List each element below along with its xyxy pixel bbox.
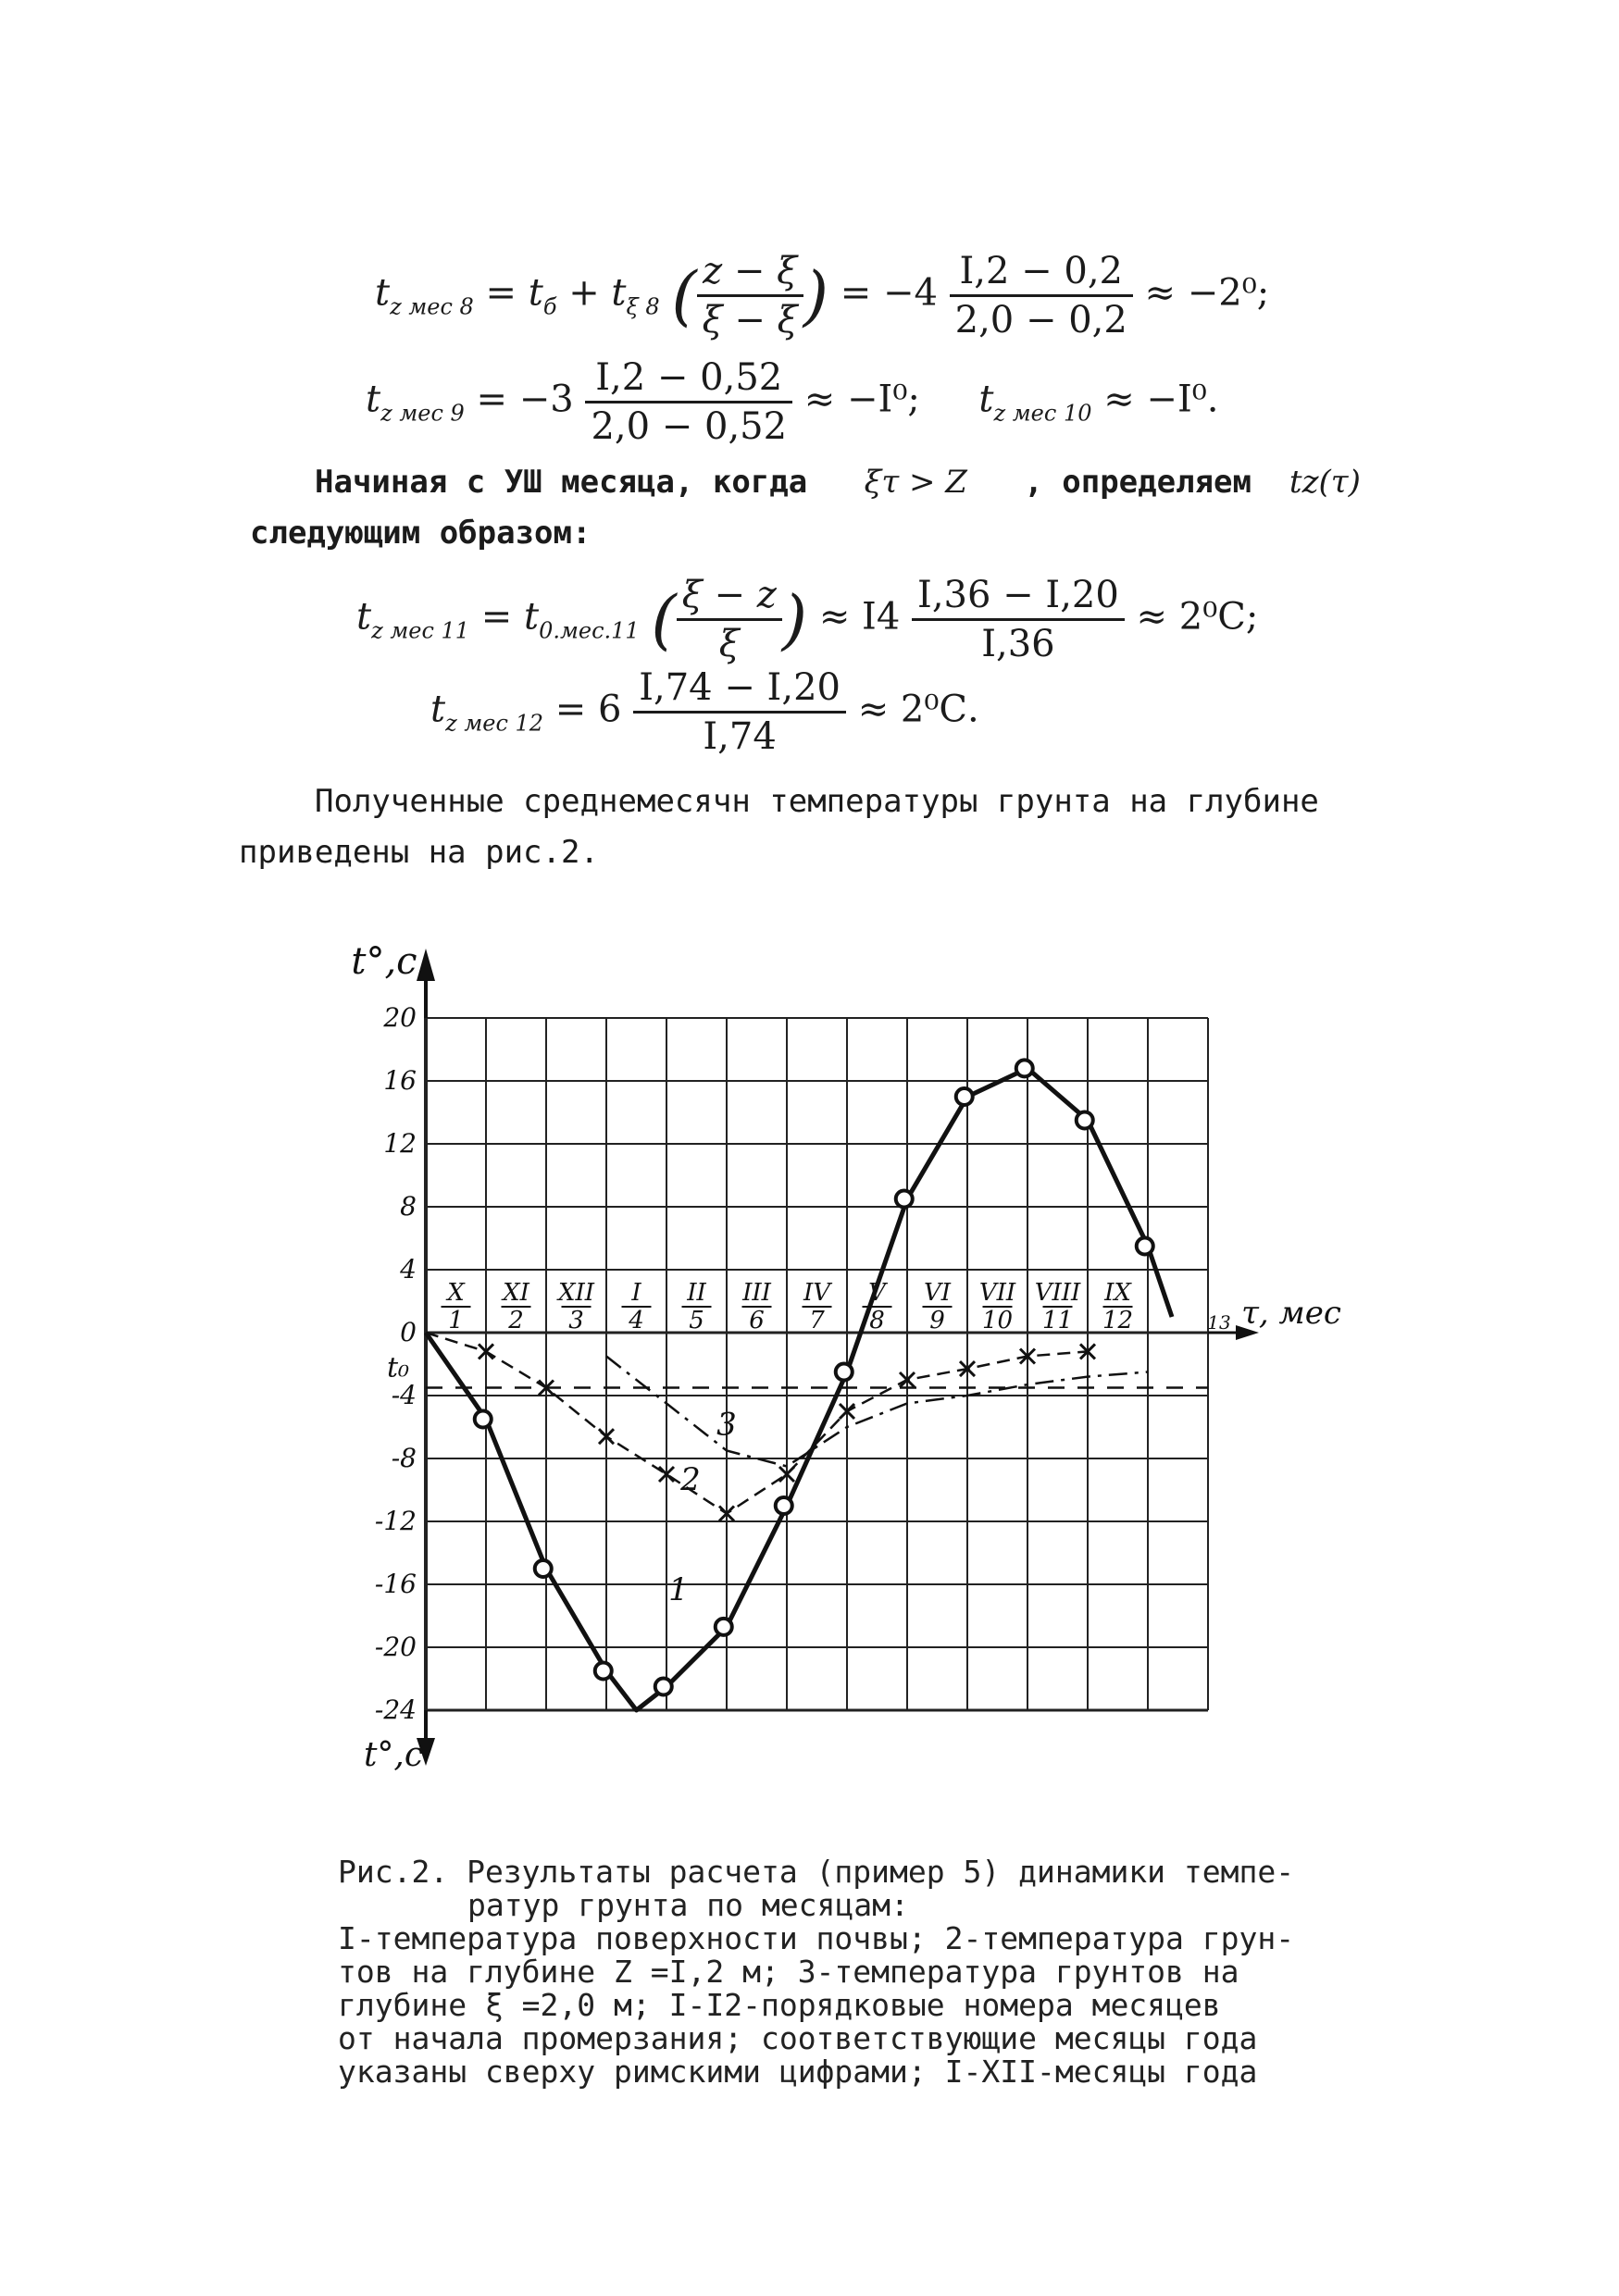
equation-2: $t_{z мес 9} = -3$ $\frac{I,2 - 0,52}{2,0 - 0,52}$ ≈ −I⁰; $t_{z мес 10} \approx -I^0$. (366, 356, 1219, 448)
month-number-label: 11 (1041, 1307, 1074, 1334)
series-1-point (836, 1364, 853, 1381)
x-tick-label-13: 13 (1207, 1311, 1231, 1334)
y-tick-label: 8 (400, 1191, 417, 1222)
figure-caption (338, 1855, 1294, 2089)
y-tick-label: -12 (374, 1506, 417, 1536)
y-tick-label: -20 (374, 1632, 417, 1662)
roman-month-label: IV (803, 1279, 831, 1307)
series-1-point (1077, 1112, 1093, 1129)
series-1-point (716, 1619, 732, 1635)
paragraph-1-line-2: следующим образом: (250, 515, 592, 552)
paragraph-1: Начиная с УШ месяца, когда ξτ > Z , определяем tz(τ) (315, 464, 1361, 501)
series-1-point (655, 1679, 672, 1695)
t0-label: t₀ (386, 1351, 410, 1384)
roman-month-label: III (742, 1279, 771, 1307)
roman-month-label: XII (557, 1279, 595, 1307)
month-number-label: 5 (689, 1307, 704, 1334)
series-1-point (1016, 1060, 1033, 1076)
caption-line-1: Рис.2. Результаты расчета (пример 5) динамики темпе- (338, 1854, 1295, 1890)
x-axis-label: τ, мес (1241, 1295, 1341, 1332)
series-1-point (595, 1663, 612, 1680)
month-number-label: 3 (568, 1307, 584, 1334)
roman-month-label: VI (923, 1279, 952, 1307)
roman-month-label: VIII (1034, 1279, 1081, 1307)
y-tick-label: -16 (374, 1569, 417, 1599)
caption-line-4: тов на глубине Z =I,2 м; 3-температура грунтов на (338, 1954, 1239, 1990)
series-2-line (426, 1333, 1088, 1514)
y-tick-label: -8 (391, 1443, 417, 1473)
y-tick-label: 0 (400, 1317, 417, 1347)
series-3-line (606, 1357, 1148, 1467)
roman-month-label: IX (1104, 1279, 1131, 1307)
month-number-label: 2 (508, 1307, 524, 1334)
month-number-label: 8 (869, 1307, 885, 1334)
month-number-label: 9 (929, 1307, 945, 1334)
roman-month-label: I (631, 1279, 641, 1307)
series-1-point (776, 1497, 792, 1514)
caption-line-7: указаны сверху римскими цифрами; I-XII-месяцы года (338, 2054, 1258, 2090)
roman-month-label: II (687, 1279, 706, 1307)
series-1-line (426, 1068, 1172, 1710)
month-number-label: 1 (448, 1307, 464, 1334)
roman-month-label: X (447, 1279, 465, 1307)
equation-3: $t_{z мес 11} = t_{0.мес.11}$ ( $\frac{\xi - z}{\xi}$ ) ≈ I4 $\frac{I,36 - I,20}{I,36}$ ≈ 2⁰С; (356, 574, 1259, 665)
y-tick-label: 16 (383, 1065, 417, 1096)
y-tick-label: 4 (400, 1254, 417, 1285)
curve-label-2: 2 (680, 1461, 701, 1498)
caption-line-2: ратур грунта по месяцам: (467, 1887, 909, 1923)
roman-month-label: XI (503, 1279, 529, 1307)
paragraph-2: Полученные среднемесячн температуры грунта на глубине (315, 783, 1319, 820)
caption-line-5: глубине ξ =2,0 м; I-I2-порядковые номера месяцев (338, 1987, 1221, 2023)
roman-month-label: V (868, 1279, 886, 1307)
month-number-label: 10 (981, 1307, 1014, 1334)
equation-4: $t_{z мес 12} = 6$ $\frac{I,74 - I,20}{I,74}$ ≈ 2⁰С. (430, 666, 979, 758)
roman-month-label: VII (978, 1279, 1016, 1307)
caption-line-6: от начала промерзания; соответствующие месяцы года (338, 2020, 1258, 2056)
series-1-point (475, 1411, 492, 1428)
series-1-point (1137, 1238, 1153, 1255)
caption-line-3: I-температура поверхности почвы; 2-температура грун- (338, 1920, 1295, 1956)
month-number-label: 7 (809, 1307, 825, 1334)
paragraph-2-line-2: приведены на рис.2. (239, 834, 599, 871)
series-1-point (956, 1088, 973, 1105)
y-axis-label-bottom: t°,c (363, 1736, 424, 1774)
y-axis-label-top: t°,c (351, 940, 417, 983)
y-tick-label: 20 (383, 1002, 417, 1033)
curve-label-3: 3 (716, 1406, 737, 1444)
y-tick-label: 12 (383, 1128, 417, 1159)
y-tick-label: -24 (374, 1694, 417, 1725)
month-number-label: 6 (749, 1307, 765, 1334)
temperature-chart (324, 925, 1341, 1805)
month-number-label: 12 (1102, 1307, 1134, 1334)
series-1-point (535, 1560, 552, 1577)
curve-label-1: 1 (668, 1571, 689, 1608)
series-1-point (896, 1191, 913, 1208)
month-number-label: 4 (629, 1307, 644, 1334)
equation-1: $t_{z мес 8} = t_б + t_{\xi 8}$ ( $\frac{z - \xi}{\xi - \xi}$ ) = −4 $\frac{I,2 - 0,2}{2,0 - 0,2}$ ≈ −2⁰; (375, 250, 1270, 341)
y-tick-label: -4 (391, 1380, 417, 1410)
